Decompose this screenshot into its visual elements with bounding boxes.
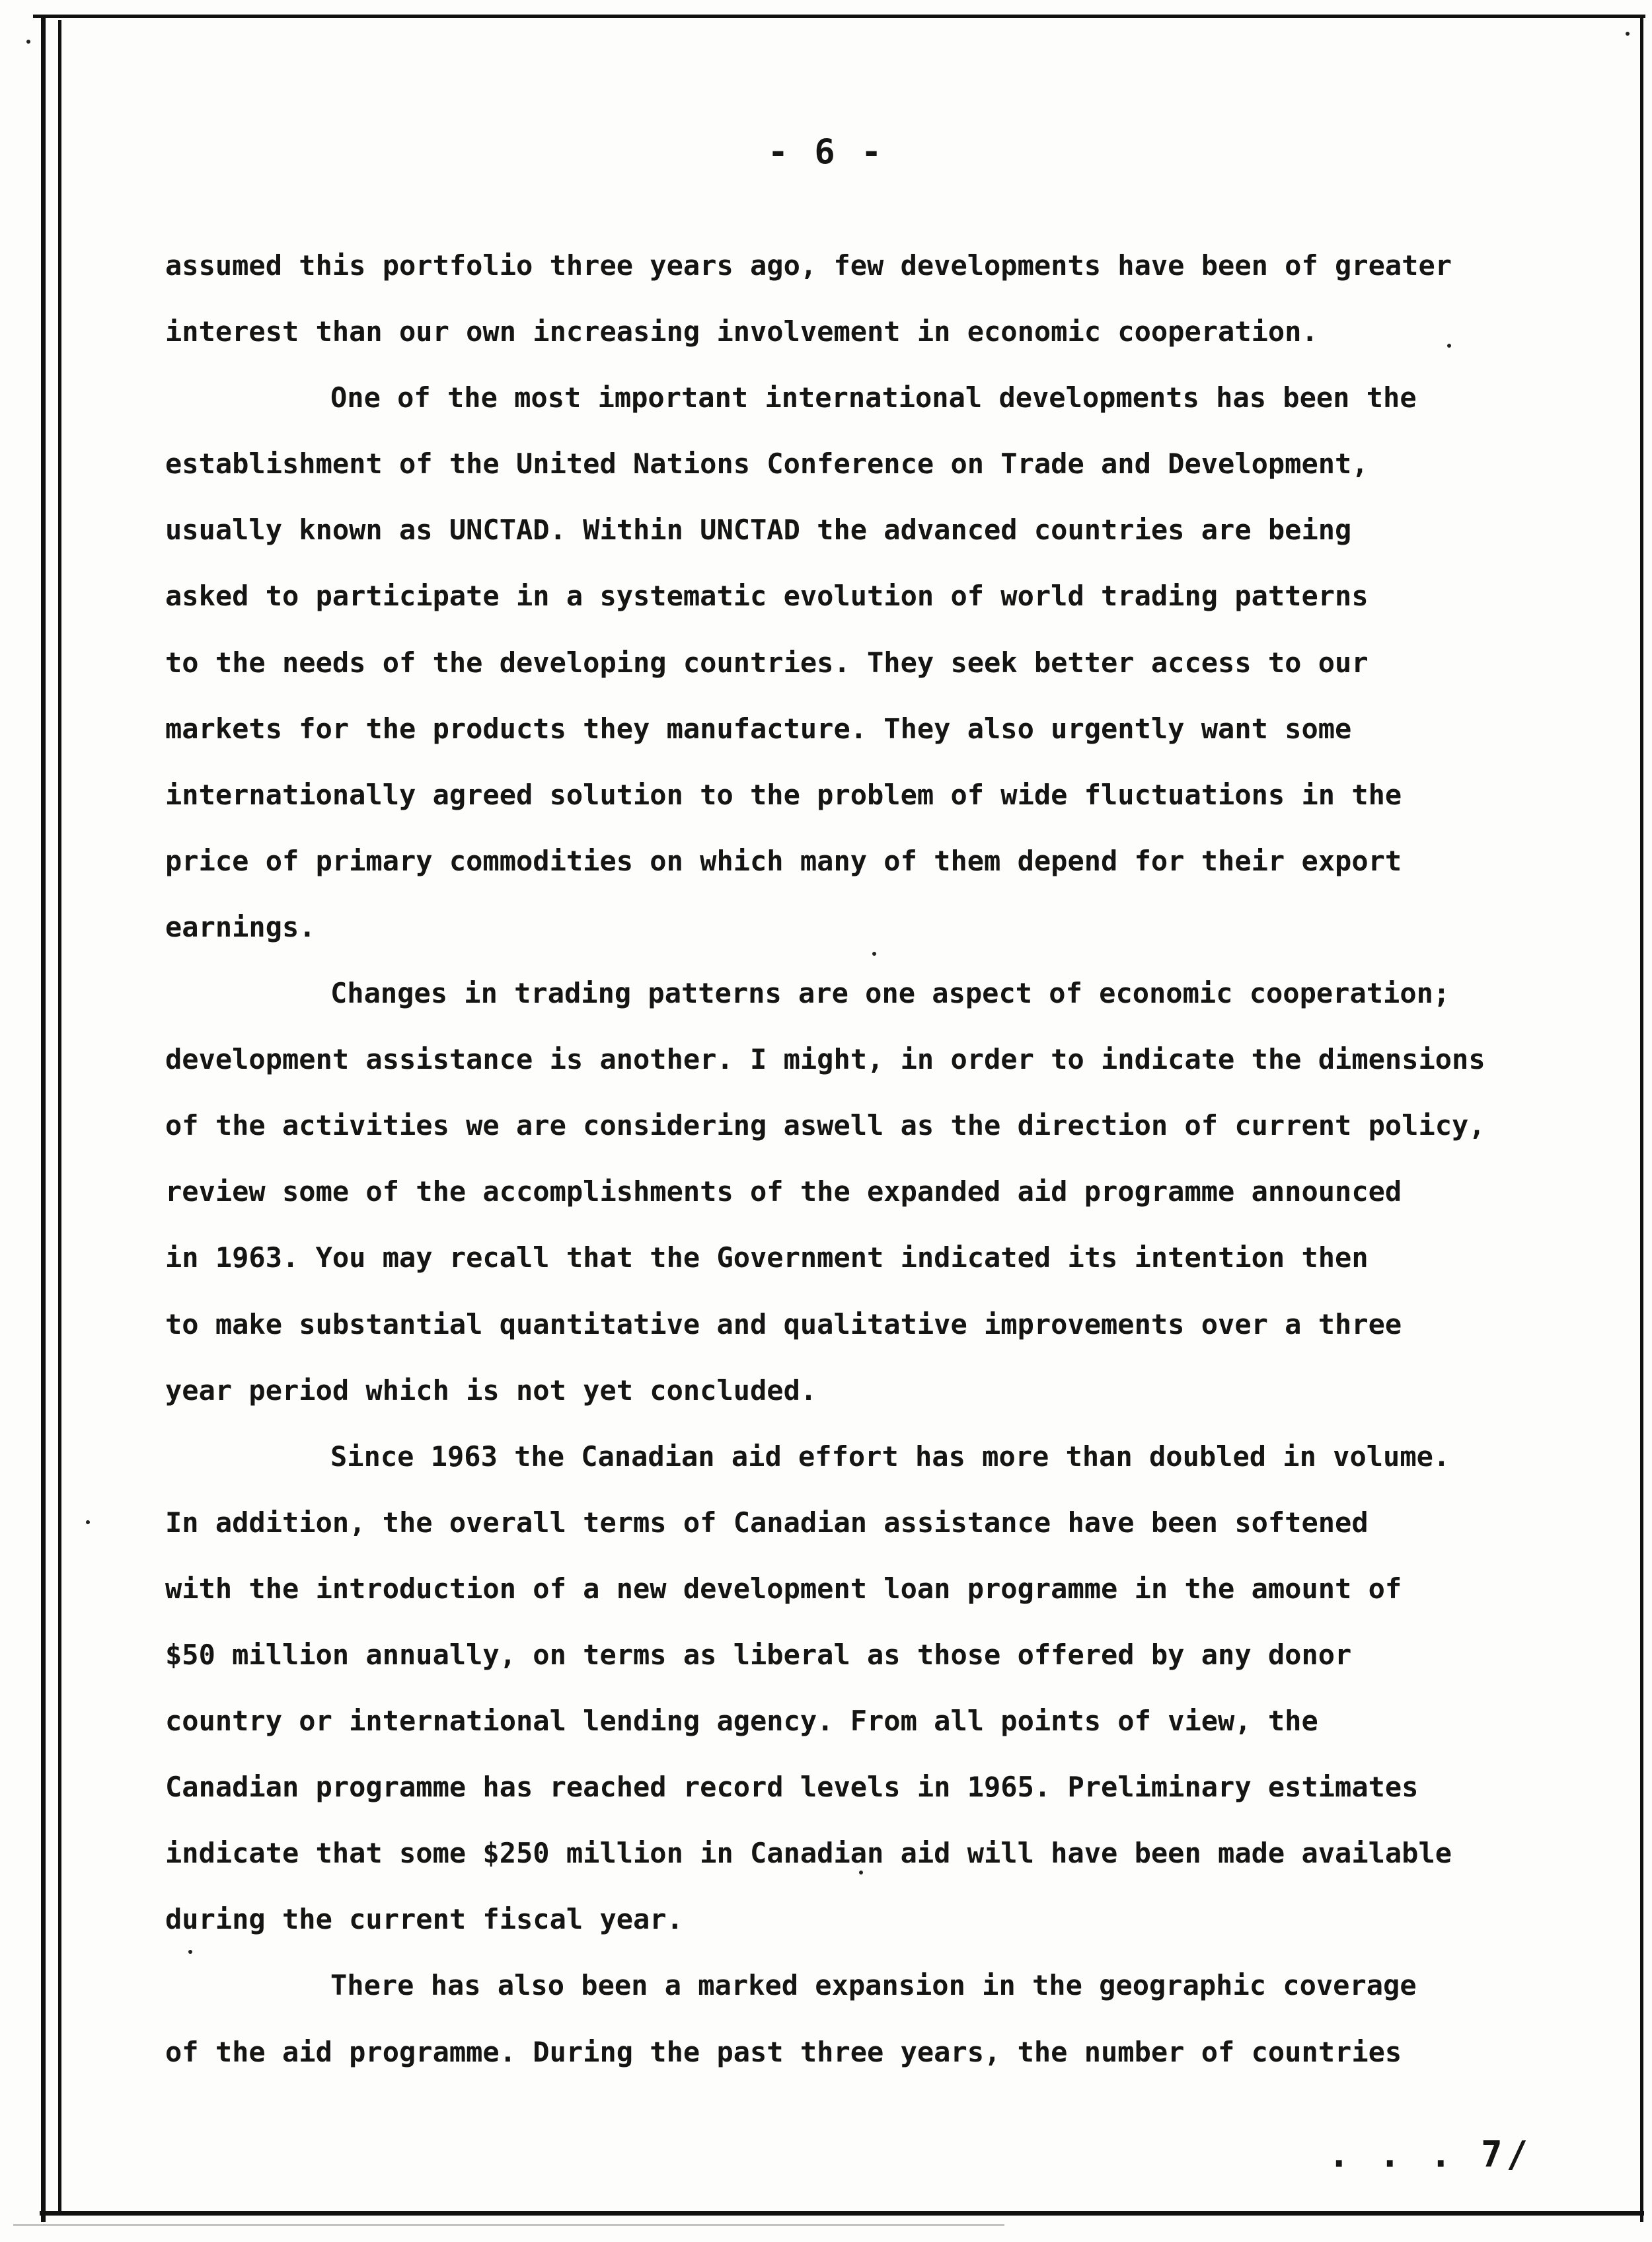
text-line: earnings. bbox=[165, 910, 316, 943]
text-line: In addition, the overall terms of Canadian assistance have been softened bbox=[165, 1506, 1369, 1539]
text-line: price of primary commodities on which many of them depend for their export bbox=[165, 844, 1402, 877]
page-border-left-outer bbox=[41, 15, 46, 2222]
scan-speck bbox=[26, 40, 30, 44]
text-line: during the current fiscal year. bbox=[165, 1903, 683, 1936]
text-line: interest than our own increasing involvement in economic cooperation. bbox=[165, 315, 1318, 348]
text-line: with the introduction of a new development loan programme in the amount of bbox=[165, 1572, 1402, 1605]
text-line: country or international lending agency. From all points of view, the bbox=[165, 1705, 1318, 1738]
scan-speck bbox=[86, 1520, 90, 1524]
text-line: There has also been a marked expansion in the geographic coverage bbox=[330, 1969, 1417, 2002]
text-line: in 1963. You may recall that the Government indicated its intention then bbox=[165, 1241, 1369, 1274]
text-line: $50 million annually, on terms as liberal as those offered by any donor bbox=[165, 1638, 1352, 1671]
text-line: establishment of the United Nations Conference on Trade and Development, bbox=[165, 447, 1369, 481]
page-border-top bbox=[33, 15, 1645, 18]
text-line: asked to participate in a systematic evolution of world trading patterns bbox=[165, 580, 1369, 613]
text-line: Changes in trading patterns are one aspect of economic cooperation; bbox=[330, 977, 1450, 1010]
text-line: year period which is not yet concluded. bbox=[165, 1373, 817, 1407]
text-line: review some of the accomplishments of the expanded aid programme announced bbox=[165, 1175, 1402, 1208]
text-line: Since 1963 the Canadian aid effort has more than doubled in volume. bbox=[330, 1440, 1450, 1473]
text-line: usually known as UNCTAD. Within UNCTAD the advanced countries are being bbox=[165, 514, 1352, 547]
text-line: internationally agreed solution to the problem of wide fluctuations in the bbox=[165, 778, 1402, 811]
text-line: to make substantial quantitative and qualitative improvements over a three bbox=[165, 1307, 1402, 1340]
page-border-right bbox=[1640, 15, 1643, 2222]
body-text bbox=[165, 233, 1507, 2085]
scan-speck bbox=[1626, 32, 1630, 36]
text-line: of the activities we are considering aswell as the direction of current policy, bbox=[165, 1109, 1485, 1142]
text-line: markets for the products they manufacture. They also urgently want some bbox=[165, 712, 1352, 745]
page-border-shadow bbox=[13, 2224, 1004, 2226]
text-line: of the aid programme. During the past three years, the number of countries bbox=[165, 2035, 1402, 2068]
page-border-left-inner bbox=[58, 20, 61, 2216]
text-line: Canadian programme has reached record levels in 1965. Preliminary estimates bbox=[165, 1771, 1419, 1804]
text-line: to the needs of the developing countries. They seek better access to our bbox=[165, 646, 1369, 679]
page-border-bottom bbox=[40, 2211, 1644, 2216]
page-number: - 6 - bbox=[767, 132, 885, 172]
continuation-marker: . . . 7/ bbox=[1328, 2134, 1532, 2175]
text-line: assumed this portfolio three years ago, few developments have been of greater bbox=[165, 249, 1452, 282]
text-line: One of the most important international developments has been the bbox=[330, 381, 1417, 414]
text-line: indicate that some $250 million in Canadian aid will have been made available bbox=[165, 1837, 1452, 1870]
text-line: development assistance is another. I might, in order to indicate the dimensions bbox=[165, 1043, 1485, 1076]
